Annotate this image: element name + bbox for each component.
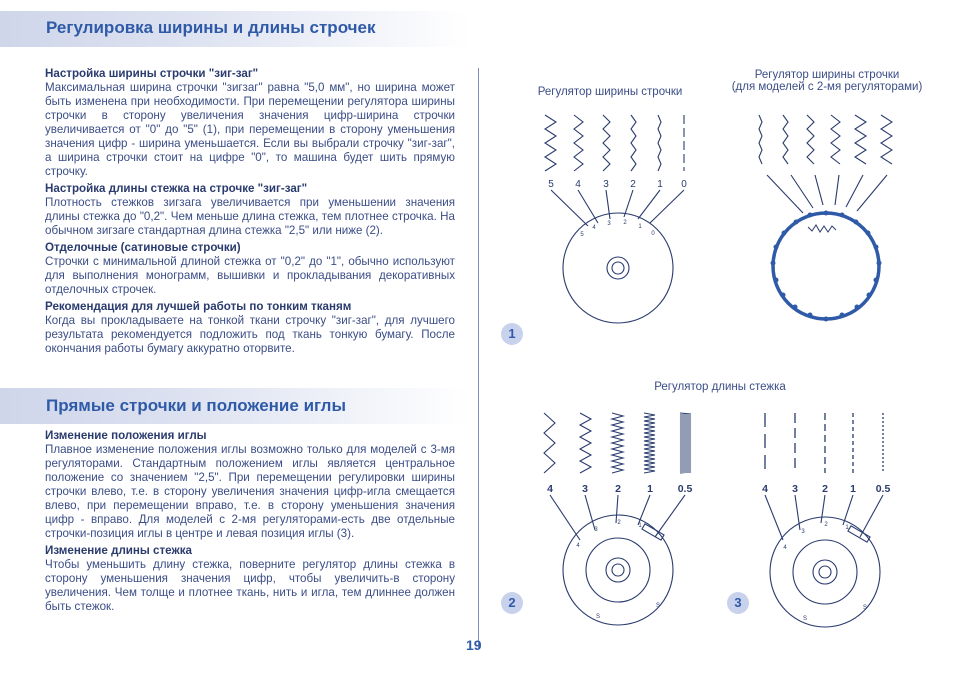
figure-badge-2: 2 <box>501 592 523 614</box>
stitch-length-1 <box>644 413 655 473</box>
section-title: Регулировка ширины и длины строчек <box>46 18 376 37</box>
width-label: 4 <box>575 179 581 190</box>
length-label: 4 <box>547 483 553 495</box>
para-needle-position: Плавное изменение положения иглы возможно только для моделей с 3-мя регуляторами. Стандартным положением иглы является центральное положение со значением "2,5". При перемещении регулировки ширины строчки влево, т.е. в сторону увеличения значения цифр-игла смещается влево, при перемещении вправо, т.е. в сторону уменьшения значения цифр - вправо. Для моделей с 2-мя регуляторами-есть две отдельные строчки-позиция иглы в центре и левая позиция иглы (3). <box>45 443 455 540</box>
dial-tick: 3 <box>594 527 598 533</box>
dial-tick: 1 <box>638 523 642 529</box>
para-thin-fabric: Когда вы прокладываете на тонкой ткани строчку "зиг-заг", для лучшего результата рекомендуется подложить под ткань тонкую бумагу. После окончания работы бумагу аккуратно оторвите. <box>45 314 455 355</box>
zigzag-stitch-2 <box>631 115 636 171</box>
section1-text <box>45 67 455 359</box>
dial-tick: 3 <box>801 529 805 535</box>
dial-tick: 2 <box>824 522 828 528</box>
dial-tick: 4 <box>592 225 596 231</box>
heading-zigzag-length: Настройка длины стежка на строчке "зиг-заг" <box>45 182 308 195</box>
length-label: 2 <box>615 483 621 495</box>
section-banner-straight <box>0 388 470 424</box>
caption-line: Регулятор ширины строчки <box>754 69 900 81</box>
zigzag-stitch-1 <box>658 115 661 171</box>
caption-line: (для моделей с 2-мя регуляторами) <box>731 81 923 93</box>
column-divider <box>478 68 479 648</box>
caption-width-dial-2reg <box>712 69 942 93</box>
length-label: 0.5 <box>875 483 891 495</box>
width-dial-2reg-figure <box>745 105 935 335</box>
width-label: 2 <box>630 179 636 190</box>
stitch-length-4 <box>544 413 555 473</box>
dial-tick: 2 <box>617 520 621 526</box>
heading-stitch-length: Изменение длины стежка <box>45 544 192 557</box>
heading-zigzag-width: Настройка ширины строчки "зиг-заг" <box>45 67 259 80</box>
width-label: 5 <box>548 179 554 190</box>
dial-tick: S <box>655 603 661 609</box>
section-banner-width-length <box>0 11 470 47</box>
figure-badge-1: 1 <box>501 323 523 345</box>
width-label: 3 <box>603 179 609 190</box>
length-dial-figure <box>530 405 720 635</box>
heading-satin: Отделочные (сатиновые строчки) <box>45 241 241 254</box>
dial-tick: 4 <box>576 543 580 549</box>
figure-badge-3: 3 <box>727 592 749 614</box>
heading-thin-fabric: Рекомендация для лучшей работы по тонким тканям <box>45 300 352 313</box>
width-dial-figure <box>530 105 720 335</box>
length-label: 1 <box>647 483 653 495</box>
caption-width-dial: Регулятор ширины строчки <box>537 86 683 98</box>
para-satin: Строчки с минимальной длиной стежка от "0,2" до "1", обычно используют для выполнения монограмм, вышивки и прокладывания декоративных отделочных строчек. <box>45 255 455 296</box>
section-title: Прямые строчки и положение иглы <box>46 396 346 415</box>
dial-tick: S <box>862 605 868 611</box>
dial-tick: 0 <box>651 231 655 237</box>
width-label: 0 <box>681 179 687 190</box>
caption-length-dial: Регулятор длины стежка <box>654 381 786 393</box>
width-label: 1 <box>657 179 663 190</box>
stitch-length-05 <box>680 413 691 473</box>
stitch-length-3 <box>580 413 591 473</box>
zigzag-stitch-4 <box>574 115 583 171</box>
dial-tick: 1 <box>845 525 849 531</box>
dial-tick: 2 <box>623 220 627 226</box>
length-label: 1 <box>850 483 856 495</box>
page-number: 19 <box>466 637 482 653</box>
length-label: 3 <box>582 483 588 495</box>
straight-length-dial-figure <box>745 405 935 635</box>
length-label: 2 <box>822 483 828 495</box>
dial-tick: 1 <box>638 224 642 230</box>
zigzag-stitch-3 <box>603 115 610 171</box>
heading-needle-position: Изменение положения иглы <box>45 429 207 442</box>
zigzag-stitch-5 <box>545 115 556 171</box>
stitch-length-2 <box>612 413 623 473</box>
para-zigzag-width: Максимальная ширина строчки "зигзаг" равна "5,0 мм", но ширина может быть изменена при необходимости. При перемещении регулятора ширины строчки в сторону увеличения значения цифр-ширина строчки увеличивается от "0" до "5" (1), при перемещении в сторону уменьшения значения цифр - ширина уменьшается. Если вы выбрали строчку "зиг-заг", а ширина строчки стоит на цифре "0", то машина будет шить прямую строчку. <box>45 81 455 178</box>
para-zigzag-length: Плотность стежков зигзага увеличивается при уменьшении значения длины стежка до "0,2". Чем меньше длина стежка, тем плотнее строчка. На обычном зигзаге стандартная длина стежка "2,5" или ниже (2). <box>45 196 455 237</box>
para-stitch-length: Чтобы уменьшить длину стежка, поверните регулятор длины стежка в сторону уменьшения значения цифр, чтобы увеличить-в сторону увеличения. Чем толще и плотнее ткань, нить и игла, тем длиннее должен быть стежок. <box>45 558 455 613</box>
dial-tick: 3 <box>607 221 611 227</box>
section2-text <box>45 429 455 617</box>
dial-tick: S <box>595 614 601 620</box>
dial-tick: 5 <box>580 232 584 238</box>
length-label: 3 <box>792 483 798 495</box>
length-label: 4 <box>762 483 768 495</box>
dial-tick: 4 <box>783 545 787 551</box>
dial-tick: S <box>802 616 808 622</box>
length-label: 0.5 <box>677 483 693 495</box>
